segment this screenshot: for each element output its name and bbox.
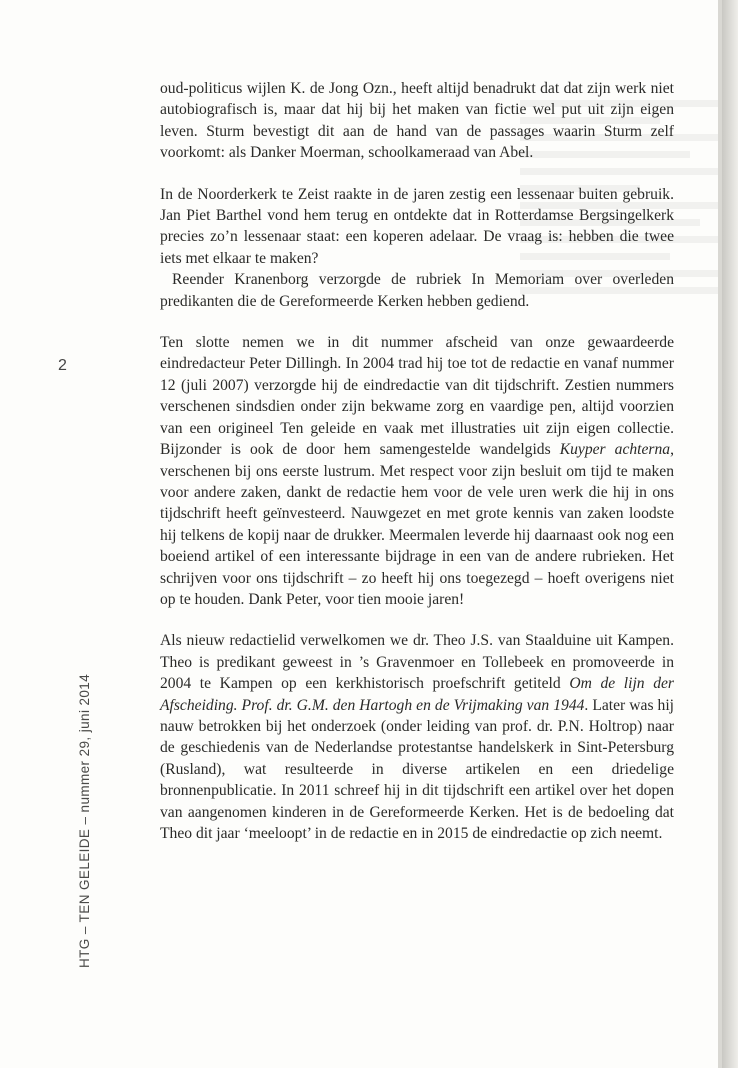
body-text bbox=[160, 78, 674, 844]
paragraph-4-text-b: , verschenen bij ons eerste lustrum. Met respect voor zijn besluit om tijd te maken voor andere zaken, dankt de redactie hem voor de vele uren werk die hij in ons tijdschrift heeft geïnvesteerd. Nauwgezet en met grote kennis van zaken loodste hij telkens de kopij naar de drukker. Meermalen leverde hij daarnaast ook nog een boeiend artikel of een interessante bijdrage in een van de andere rubrieken. Het schrijven voor ons tijdschrift – zo heeft hij ons toegezegd – hoeft overigens niet op te houden. Dank Peter, voor tien mooie jaren! bbox=[160, 441, 674, 608]
paragraph-5 bbox=[160, 630, 674, 844]
paragraph-4-text-a: Ten slotte nemen we in dit nummer afscheid van onze gewaardeerde eindredacteur Peter Dillingh. In 2004 trad hij toe tot de redactie en vanaf nummer 12 (juli 2007) verzorgde hij de eindredactie van dit tijdschrift. Zestien nummers verschenen sindsdien onder zijn bekwame zorg en vaardige pen, altijd voorzien van een origineel Ten geleide en vaak met illustraties uit zijn eigen collectie. Bijzonder is ook de door hem samengestelde wandelgids bbox=[160, 334, 674, 459]
dissertation-title: Om de lijn der Afscheiding. Prof. dr. G.M. den Hartogh en de Vrijmaking van 1944 bbox=[160, 675, 674, 714]
page-number: 2 bbox=[58, 357, 67, 374]
paragraph-3: Reender Kranenborg verzorgde de rubriek In Memoriam over overleden predikanten die de Gereformeerde Kerken hebben gediend. bbox=[160, 271, 674, 310]
running-head: HTG – TEN GELEIDE – nummer 29, juni 2014 bbox=[77, 673, 92, 968]
page-edge-shadow bbox=[722, 0, 738, 1068]
paragraph-2: In de Noorderkerk te Zeist raakte in de jaren zestig een lessenaar buiten gebruik. Jan Piet Barthel vond hem terug en ontdekte dat in Rotterdamse Bergsingelkerk precies zo’n lessenaar staat: een koperen adelaar. De vraag is: hebben die twee iets met elkaar te maken? bbox=[160, 185, 674, 267]
paragraph-1: oud-politicus wijlen K. de Jong Ozn., heeft altijd benadrukt dat dat zijn werk niet autobiografisch is, maar dat hij bij het maken van fictie wel put uit zijn eigen leven. Sturm bevestigt dit aan de hand van de passages waarin Sturm zelf voorkomt: als Danker Moerman, schoolkameraad van Abel. bbox=[160, 80, 674, 162]
paragraph-4 bbox=[160, 332, 674, 610]
paragraph-5-text-a: Als nieuw redactielid verwelkomen we dr. Theo J.S. van Staalduine uit Kampen. Theo is predikant geweest in ’s Gravenmoer en Tollebeek en promoveerde in 2004 te Kampen op een kerkhistorisch proefschrift getiteld bbox=[160, 632, 674, 693]
paragraph-5-text-b: . Later was hij nauw betrokken bij het onderzoek (onder leiding van prof. dr. P.N. Holtrop) naar de geschiedenis van de Nederlandse protestantse handelskerk in Sint-Petersburg (Rusland), wat resulteerde in diverse artikelen en een driedelige bronnenpublicatie. In 2011 schreef hij in dit tijdschrift een artikel over het dopen van aangenomen kinderen in de Gereformeerde Kerken. Het is de bedoeling dat Theo dit jaar ‘meeloopt’ in de redactie en in 2015 de eindredactie op zich neemt. bbox=[160, 696, 675, 842]
book-title-kuyper-achterna: Kuyper achterna bbox=[559, 441, 671, 459]
